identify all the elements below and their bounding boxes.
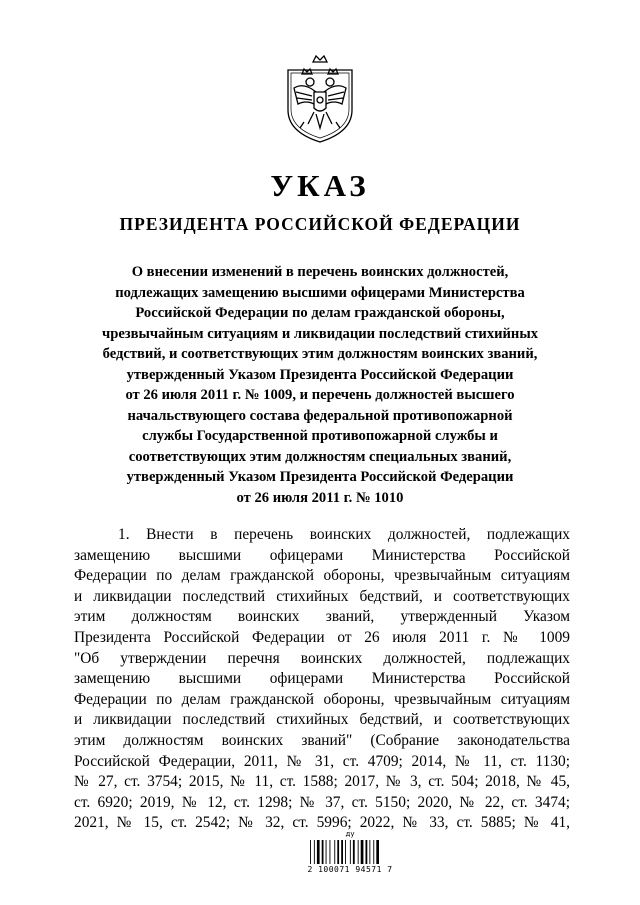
decree-body <box>74 525 570 834</box>
body-line: замещению высшими офицерами Министерства Российской <box>74 670 570 688</box>
coat-of-arms-emblem <box>280 52 360 144</box>
heading-line: утвержденный Указом Президента Российской Федерации <box>126 469 514 485</box>
heading-line: начальствующего состава федеральной противопожарной <box>127 407 513 424</box>
heading-line: чрезвычайным ситуациям и ликвидации последствий стихийных <box>101 325 539 342</box>
barcode-mark: ду <box>345 830 355 838</box>
barcode-bar <box>376 840 379 864</box>
heading-line: Российской Федерации по делам гражданской обороны, <box>135 305 505 321</box>
heading-line: бедствий, и соответствующих этим должностям воинских званий, <box>102 346 538 362</box>
barcode-bar <box>317 840 320 864</box>
body-line: № 27, ст. 3754; 2015, № 11, ст. 1588; 2017, № 3, ст. 504; 2018, № 45, <box>74 773 570 791</box>
barcode-bar <box>366 840 368 864</box>
barcode-number: 2 100071 94571 7 <box>307 865 393 874</box>
heading-line: утвержденный Указом Президента Российской Федерации <box>126 366 514 383</box>
barcode-bar <box>369 840 370 864</box>
body-line: и ликвидации последствий стихийных бедствий, и соответствующих <box>74 587 570 605</box>
document-title: УКАЗ <box>270 168 370 203</box>
barcode-bar <box>314 840 315 864</box>
body-line: этим должностям воинских званий" (Собрание законодательства <box>74 731 570 749</box>
barcode-bar <box>330 840 331 864</box>
body-line: и ликвидации последствий стихийных бедствий, и соответствующих <box>74 711 570 729</box>
barcode-bar <box>358 840 359 864</box>
heading-line: службы Государственной противопожарной службы и <box>142 428 498 444</box>
barcode-bar <box>334 840 335 864</box>
body-line: 2021, № 15, ст. 2542; № 32, ст. 5996; 2022, № 33, ст. 5885; № 41, <box>74 814 570 832</box>
body-line: 1. Внести в перечень воинских должностей, подлежащих <box>118 526 570 543</box>
body-line: Президента Российской Федерации от 26 июля 2011 г. № 1009 <box>74 628 570 646</box>
document-subtitle: ПРЕЗИДЕНТА РОССИЙСКОЙ ФЕДЕРАЦИИ <box>119 214 521 234</box>
barcode-bar <box>373 840 374 864</box>
barcode-bar <box>322 840 324 864</box>
barcode-bar <box>361 840 364 864</box>
heading-line: соответствующих этим должностям специальных званий, <box>128 448 512 465</box>
body-line: этим должностям воинских званий, утвержденный Указом <box>74 608 570 626</box>
heading-line: от 26 июля 2011 г. № 1009, и перечень должностей высшего <box>125 387 515 403</box>
body-line: Федерации по делам гражданской обороны, чрезвычайным ситуациям <box>74 690 570 708</box>
barcode-bar <box>350 840 351 864</box>
body-line: замещению высшими офицерами Министерства Российской <box>74 546 570 564</box>
barcode-bar <box>353 840 355 864</box>
heading-line: О внесении изменений в перечень воинских должностей, <box>131 264 509 280</box>
body-line: Федерации по делам гражданской обороны, чрезвычайным ситуациям <box>74 567 570 585</box>
barcode-bar <box>326 840 327 864</box>
barcode-bar <box>341 840 343 864</box>
decree-heading <box>70 262 570 508</box>
body-line: ст. 6920; 2019, № 12, ст. 1298; № 37, ст. 5150; 2020, № 22, ст. 3474; <box>74 793 570 811</box>
heading-line: подлежащих замещению высшими офицерами Министерства <box>115 284 525 301</box>
barcode-bar <box>345 840 346 864</box>
barcode-bar <box>310 840 311 864</box>
body-line: Российской Федерации, 2011, № 31, ст. 4709; 2014, № 11, ст. 1130; <box>74 752 570 770</box>
heading-line: от 26 июля 2011 г. № 1010 <box>236 489 404 506</box>
body-line: "Об утверждении перечня воинских должностей, подлежащих <box>74 649 570 667</box>
barcode <box>300 828 400 888</box>
barcode-bar <box>337 840 339 864</box>
